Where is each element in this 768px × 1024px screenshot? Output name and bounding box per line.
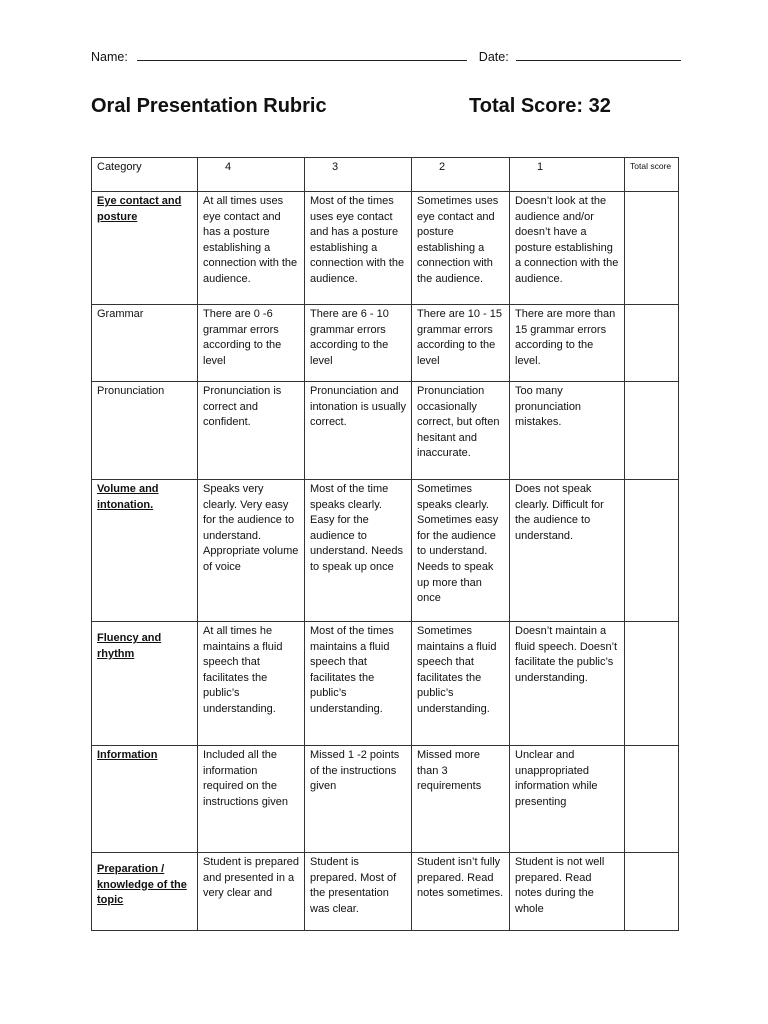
row-cell-4: At all times uses eye contact and has a posture establishing a connection with the audience. (198, 192, 305, 305)
row-category: Preparation / knowledge of the topic (92, 853, 198, 931)
row-cell-3: Most of the times uses eye contact and has a posture establishing a connection with the audience. (305, 192, 412, 305)
row-cell-1: Too many pronunciation mistakes. (510, 382, 625, 480)
table-row (92, 305, 679, 382)
header-score-1: 1 (510, 158, 625, 192)
row-cell-3: Most of the time speaks clearly. Easy for the audience to understand. Needs to speak up once (305, 480, 412, 622)
header-category: Category (92, 158, 198, 192)
table-row (92, 480, 679, 622)
name-date-line (91, 47, 681, 64)
row-cell-4: Student is prepared and presented in a very clear and (198, 853, 305, 931)
row-cell-1: Unclear and unappropriated information while presenting (510, 746, 625, 853)
name-label: Name: (91, 50, 128, 64)
row-cell-3: Pronunciation and intonation is usually correct. (305, 382, 412, 480)
row-category: Fluency and rhythm (92, 622, 198, 746)
table-row (92, 853, 679, 931)
row-cell-2: Sometimes maintains a fluid speech that facilitates the public’s understanding. (412, 622, 510, 746)
row-cell-2: Sometimes speaks clearly. Sometimes easy for the audience to understand. Needs to speak up more than once (412, 480, 510, 622)
table-row (92, 382, 679, 480)
row-cell-2: Missed more than 3 requirements (412, 746, 510, 853)
row-cell-4: Pronunciation is correct and confident. (198, 382, 305, 480)
row-cell-3: Student is prepared. Most of the presentation was clear. (305, 853, 412, 931)
table-row (92, 746, 679, 853)
row-cell-3: There are 6 - 10 grammar errors according to the level (305, 305, 412, 382)
row-cell-4: At all times he maintains a fluid speech that facilitates the public’s understanding. (198, 622, 305, 746)
row-category: Eye contact and posture (92, 192, 198, 305)
row-cell-3: Most of the times maintains a fluid speech that facilitates the public’s understanding. (305, 622, 412, 746)
row-category: Volume and intonation. (92, 480, 198, 622)
row-total (625, 622, 679, 746)
row-cell-1: Does not speak clearly. Difficult for the audience to understand. (510, 480, 625, 622)
header-score-4: 4 (198, 158, 305, 192)
header-total-score: Total score (625, 158, 679, 192)
row-cell-2: Pronunciation occasionally correct, but often hesitant and inaccurate. (412, 382, 510, 480)
date-label: Date: (478, 50, 509, 64)
row-cell-2: Student isn’t fully prepared. Read notes sometimes. (412, 853, 510, 931)
row-cell-1: Student is not well prepared. Read notes during the whole (510, 853, 625, 931)
row-total (625, 853, 679, 931)
row-cell-2: There are 10 - 15 grammar errors according to the level (412, 305, 510, 382)
row-total (625, 192, 679, 305)
row-total (625, 382, 679, 480)
row-category: Grammar (92, 305, 198, 382)
table-row (92, 192, 679, 305)
row-cell-4: Speaks very clearly. Very easy for the audience to understand. Appropriate volume of voice (198, 480, 305, 622)
header-row (92, 158, 679, 192)
page-title: Oral Presentation Rubric (91, 95, 327, 117)
row-category: Information (92, 746, 198, 853)
name-blank (137, 47, 467, 61)
row-total (625, 480, 679, 622)
row-cell-4: Included all the information required on the instructions given (198, 746, 305, 853)
rubric-table (91, 157, 679, 931)
date-blank (516, 47, 681, 61)
header-score-3: 3 (305, 158, 412, 192)
table-row (92, 622, 679, 746)
row-cell-4: There are 0 -6 grammar errors according to the level (198, 305, 305, 382)
row-cell-1: Doesn’t look at the audience and/or doesn’t have a posture establishing a connection with the audience. (510, 192, 625, 305)
row-cell-1: There are more than 15 grammar errors according to the level. (510, 305, 625, 382)
row-total (625, 305, 679, 382)
row-cell-3: Missed 1 -2 points of the instructions given (305, 746, 412, 853)
header-score-2: 2 (412, 158, 510, 192)
row-total (625, 746, 679, 853)
row-cell-2: Sometimes uses eye contact and posture establishing a connection with the audience. (412, 192, 510, 305)
row-cell-1: Doesn’t maintain a fluid speech. Doesn’t facilitate the public’s understanding. (510, 622, 625, 746)
row-category: Pronunciation (92, 382, 198, 480)
total-score: Total Score: 32 (469, 95, 611, 117)
